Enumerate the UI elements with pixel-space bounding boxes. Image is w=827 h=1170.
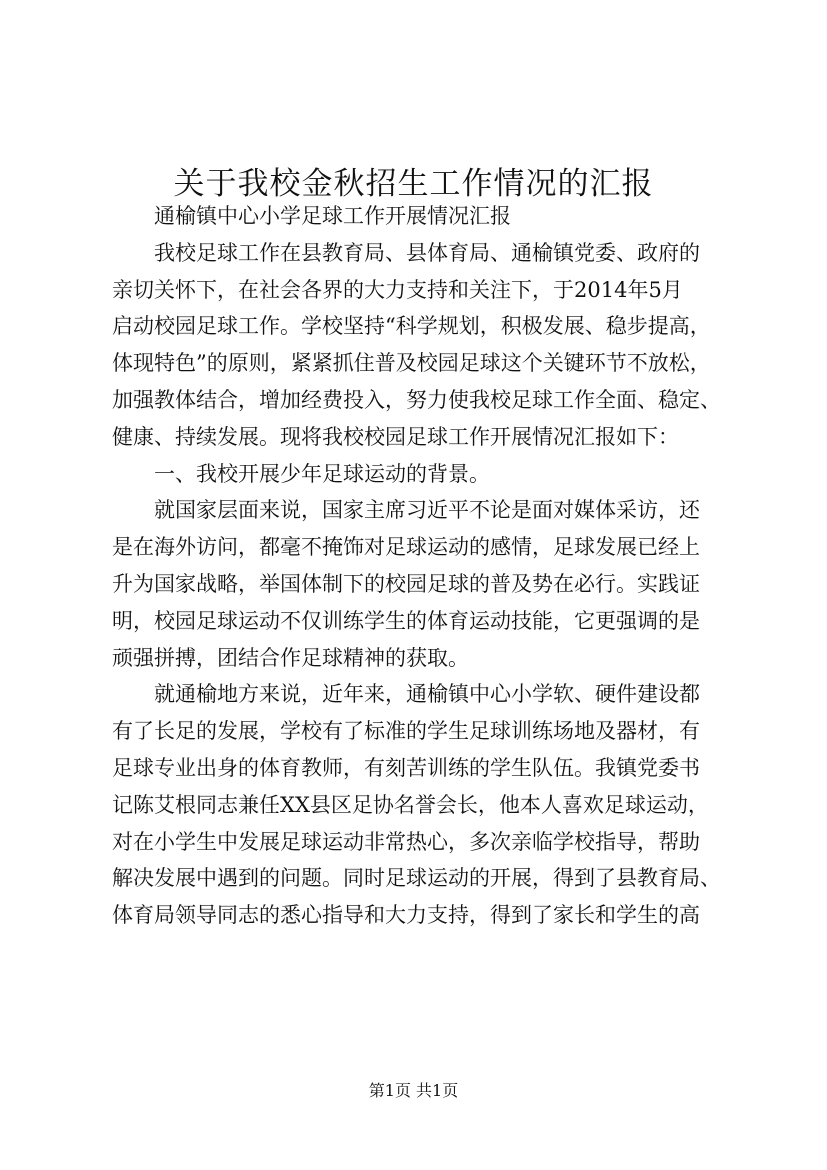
text-line: 亲切关怀下，在社会各界的大力支持和关注下，于2014年5月 xyxy=(112,277,683,302)
text-line: 有了长足的发展，学校有了标准的学生足球训练场地及器材，有 xyxy=(112,719,700,744)
text-line: 顽强拼搏，团结合作足球精神的获取。 xyxy=(112,645,469,670)
text-line: 一、我校开展少年足球运动的背景。 xyxy=(154,461,490,486)
text-line: 明，校园足球运动不仅训练学生的体育运动技能，它更强调的是 xyxy=(112,608,700,633)
text-line: 是在海外访问，都毫不掩饰对足球运动的感情，足球发展已经上 xyxy=(112,535,700,560)
text-line: 升为国家战略，举国体制下的校园足球的普及势在必行。实践证 xyxy=(112,571,700,596)
text-line: 记陈艾根同志兼任XX县区足协名誉会长，他本人喜欢足球运动， xyxy=(112,792,709,817)
text-line: 启动校园足球工作。学校坚持“科学规划，积极发展、稳步提高， xyxy=(112,314,711,339)
text-line: 加强教体结合，增加经费投入，努力使我校足球工作全面、稳定、 xyxy=(112,387,721,412)
text-line: 就通榆地方来说，近年来，通榆镇中心小学软、硬件建设都 xyxy=(154,682,700,707)
page-number-footer: 第1页 共1页 xyxy=(368,1081,459,1100)
text-line: 对在小学生中发展足球运动非常热心，多次亲临学校指导，帮助 xyxy=(112,829,700,854)
document-title: 关于我校金秋招生工作情况的汇报 xyxy=(173,165,654,202)
document-body xyxy=(112,198,724,934)
text-line: 我校足球工作在县教育局、县体育局、通榆镇党委、政府的 xyxy=(154,240,700,265)
text-line: 体现特色”的原则，紧紧抓住普及校园足球这个关键环节不放松， xyxy=(112,351,711,376)
text-line: 健康、持续发展。现将我校校园足球工作开展情况汇报如下： xyxy=(112,424,679,449)
text-line: 体育局领导同志的悉心指导和大力支持，得到了家长和学生的高 xyxy=(112,903,700,928)
text-line: 足球专业出身的体育教师，有刻苦训练的学生队伍。我镇党委书 xyxy=(112,755,700,780)
text-line: 就国家层面来说，国家主席习近平不论是面对媒体采访，还 xyxy=(154,498,700,523)
text-line: 通榆镇中心小学足球工作开展情况汇报 xyxy=(154,204,511,228)
text-line: 解决发展中遇到的问题。同时足球运动的开展，得到了县教育局、 xyxy=(112,866,721,891)
